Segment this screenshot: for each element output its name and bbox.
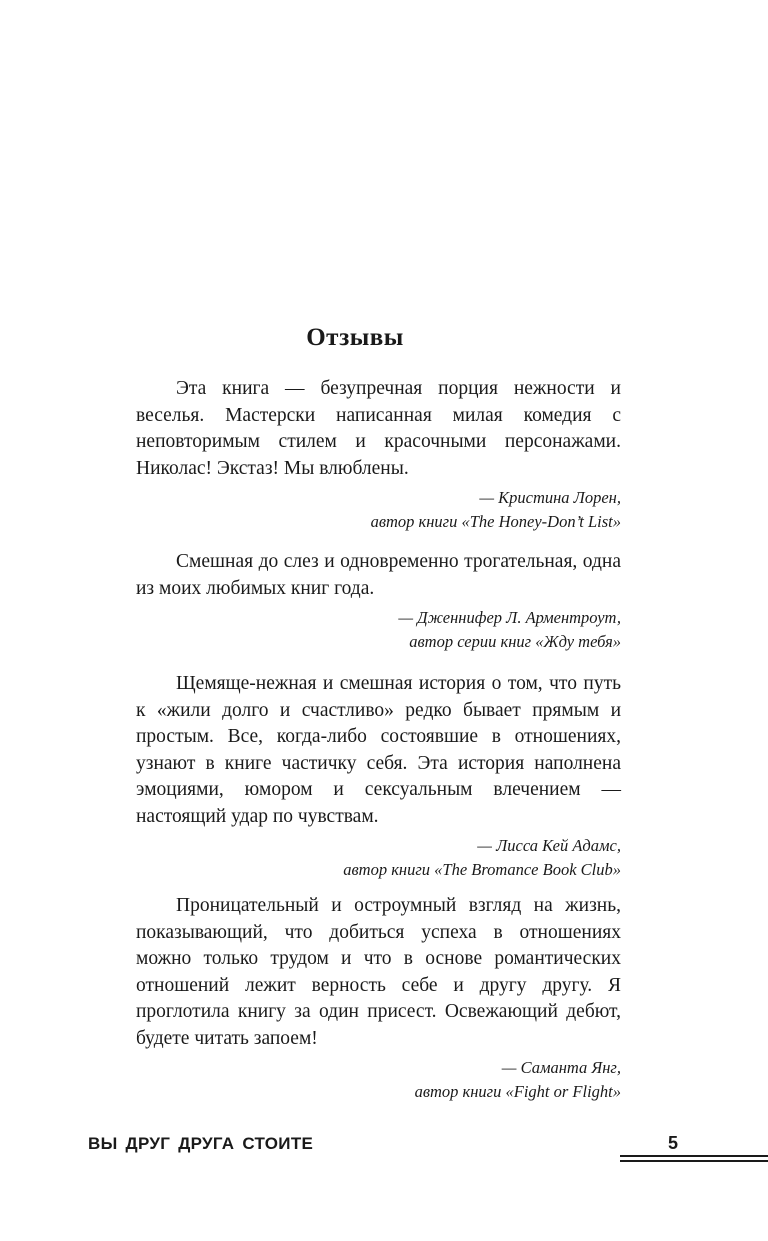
review-author: — Саманта Янг,	[501, 1058, 621, 1077]
review-1	[136, 376, 621, 534]
review-attribution	[136, 486, 621, 534]
review-text: Эта книга — безупречная порция нежности и веселья. Мастерски написанная милая комедия с неповторимым стилем и красочными персонажами. Николас! Экстаз! Мы влюблены.	[136, 378, 621, 479]
review-author: — Дженнифер Л. Арментроут,	[398, 608, 621, 627]
review-credit: автор книги «Fight or Flight»	[414, 1082, 621, 1101]
review-attribution	[136, 606, 621, 654]
review-3	[136, 671, 621, 882]
review-credit: автор книги «The Honey-Don’t List»	[370, 512, 621, 531]
page-number: 5	[668, 1133, 679, 1153]
review-attribution	[136, 834, 621, 882]
review-4	[136, 893, 621, 1104]
review-credit: автор книги «The Bromance Book Club»	[343, 860, 621, 879]
page-title: Отзывы	[306, 324, 404, 351]
footer-rule-top	[620, 1155, 768, 1157]
review-text: Смешная до слез и одновременно трогательная, одна из моих любимых книг года.	[136, 551, 621, 599]
review-text: Проницательный и остроумный взгляд на жизнь, показывающий, что добиться успеха в отношениях можно только трудом и что в основе романтических отношений лежит верность себе и другу другу. Я проглотила книгу за один присест. Освежающий дебют, будете читать запоем!	[136, 895, 621, 1049]
review-attribution	[136, 1056, 621, 1104]
review-credit: автор серии книг «Жду тебя»	[409, 632, 621, 651]
running-footer-title: ВЫ ДРУГ ДРУГА СТОИТЕ	[88, 1134, 314, 1153]
footer-rule-bottom	[620, 1160, 768, 1162]
review-author: — Кристина Лорен,	[479, 488, 621, 507]
review-text: Щемяще-нежная и смешная история о том, что путь к «жили долго и счастливо» редко бывает прямым и простым. Все, когда-либо состоявшие в отношениях, узнают в книге частичку себя. Эта история наполнена эмоциями, юмором и сексуальным влечением — настоящий удар по чувствам.	[136, 673, 621, 827]
review-author: — Лисса Кей Адамс,	[477, 836, 621, 855]
review-2	[136, 549, 621, 654]
